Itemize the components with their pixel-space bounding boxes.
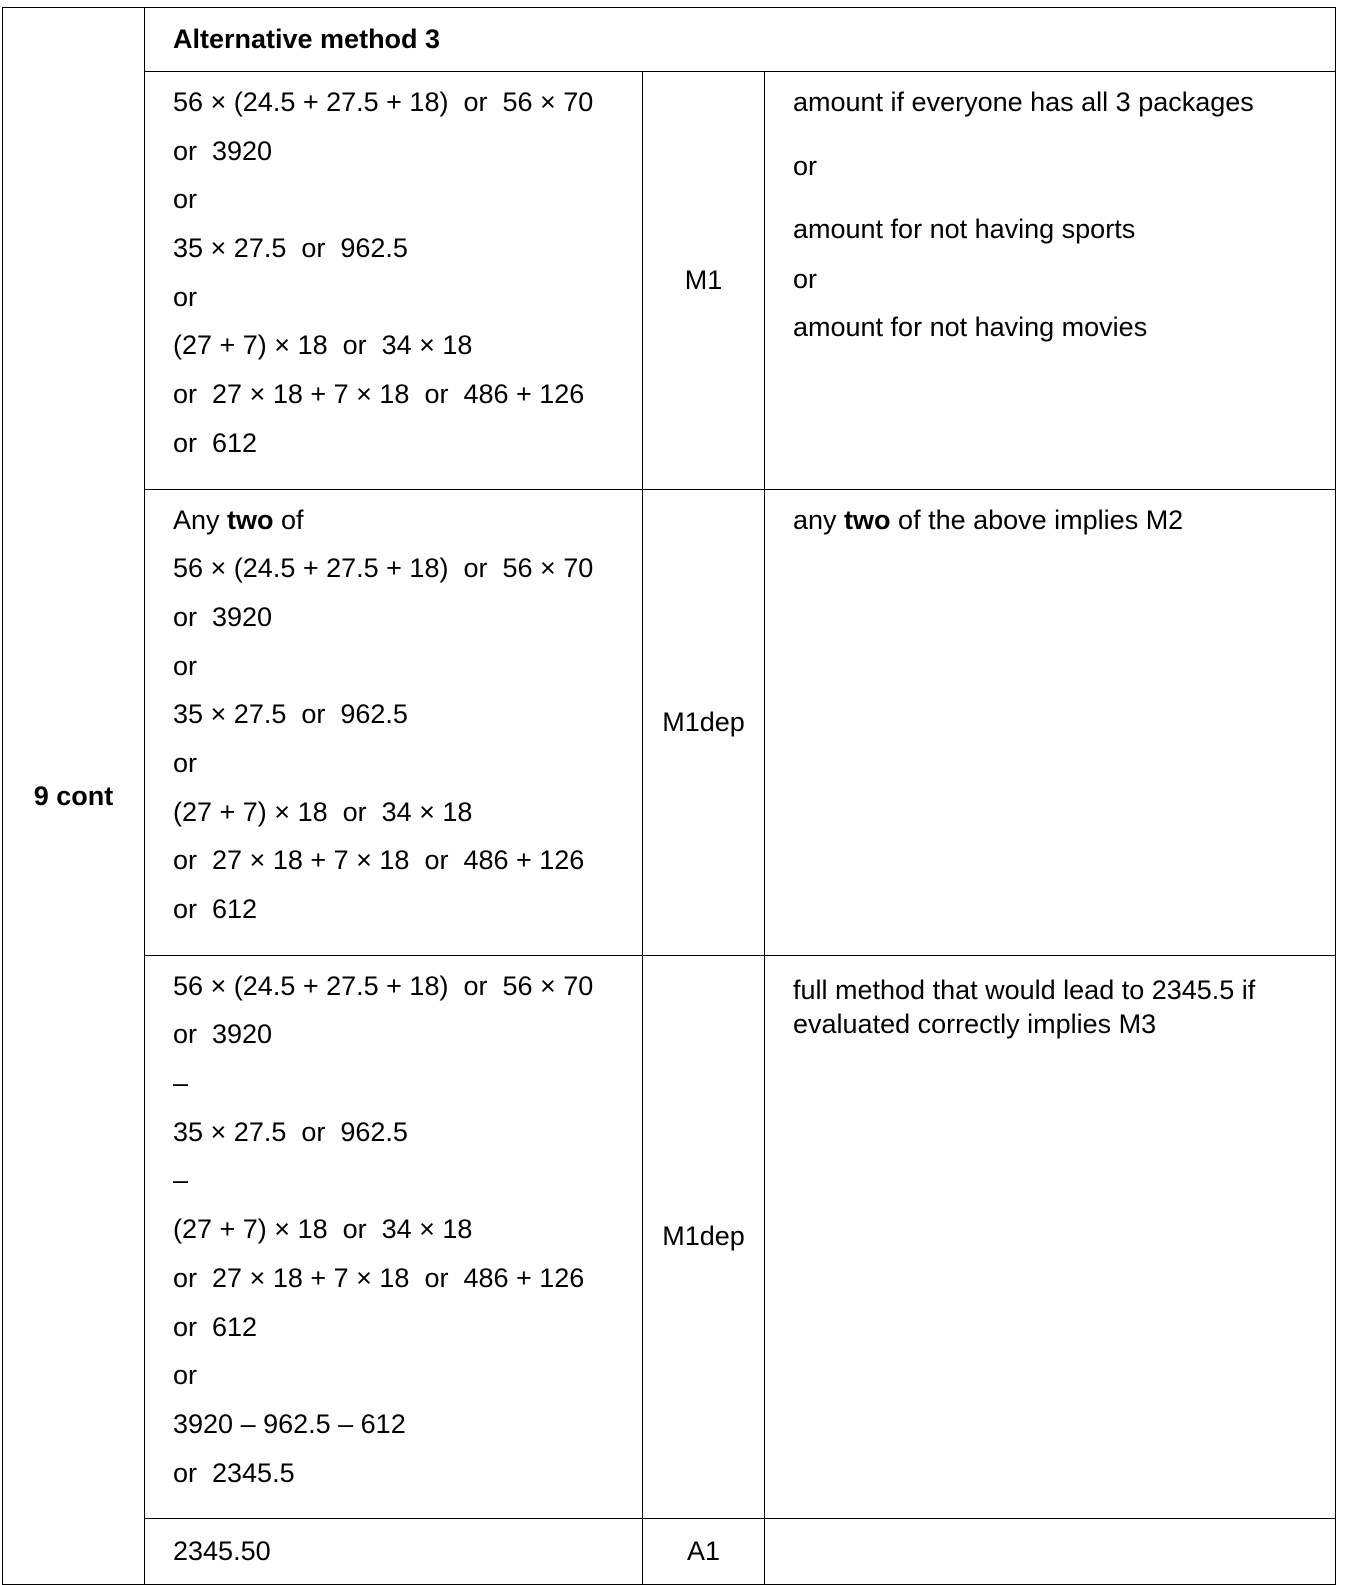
mark-row-1: [3, 72, 1336, 490]
method-title: Alternative method 3: [145, 8, 1336, 72]
working-cell-2: [145, 489, 643, 955]
working-cell-3: [145, 955, 643, 1519]
mark-code-2: M1dep: [643, 489, 765, 955]
comment-line: amount if everyone has all 3 packages: [793, 87, 1254, 117]
working-line: 56 × (24.5 + 27.5 + 18) or 56 × 70: [173, 553, 594, 584]
working-line: or: [173, 184, 198, 215]
working-line: 56 × (24.5 + 27.5 + 18) or 56 × 70: [173, 970, 594, 1001]
working-line: or 3920: [173, 135, 273, 166]
working-line: 3920 – 962.5 – 612: [173, 1408, 406, 1439]
mark-row-3: [3, 955, 1336, 1519]
emphasis-two: two: [844, 504, 891, 535]
working-line: or 27 × 18 + 7 × 18 or 486 + 126: [173, 845, 585, 876]
mark-code-1: M1: [643, 72, 765, 490]
working-line: –: [173, 1068, 189, 1099]
working-intro: Any two of: [173, 504, 304, 535]
comment-line: any two of the above implies M2: [793, 504, 1184, 535]
working-line: or 612: [173, 894, 258, 924]
working-cell-1: [145, 72, 643, 490]
working-line: or: [173, 281, 198, 312]
working-line: or 27 × 18 + 7 × 18 or 486 + 126: [173, 1262, 585, 1293]
mark-row-4: [3, 1519, 1336, 1585]
comment-line: amount for not having movies: [793, 312, 1148, 342]
working-line: or 2345.5: [173, 1457, 295, 1488]
working-line: (27 + 7) × 18 or 34 × 18: [173, 1214, 473, 1245]
working-line: or 3920: [173, 1019, 273, 1050]
mark-code-3: M1dep: [643, 955, 765, 1519]
comment-cell-3: [765, 955, 1336, 1519]
comment-line: or: [793, 264, 818, 294]
comment-cell-4: [765, 1519, 1336, 1585]
mark-row-2: [3, 489, 1336, 955]
working-line: or 27 × 18 + 7 × 18 or 486 + 126: [173, 379, 585, 410]
comment-line: full method that would lead to 2345.5 if evaluated correctly implies M3: [793, 974, 1256, 1039]
emphasis-two: two: [227, 504, 274, 535]
comment-cell-2: [765, 489, 1336, 955]
working-line: 35 × 27.5 or 962.5: [173, 699, 408, 730]
working-line: 56 × (24.5 + 27.5 + 18) or 56 × 70: [173, 87, 594, 117]
working-line: or: [173, 650, 198, 681]
comment-cell-1: [765, 72, 1336, 490]
mark-scheme-table: [2, 7, 1336, 1585]
question-number: 9 cont: [3, 8, 145, 1585]
comment-line: or: [793, 151, 818, 181]
working-line: –: [173, 1165, 189, 1196]
working-line: 35 × 27.5 or 962.5: [173, 1116, 408, 1147]
working-line: (27 + 7) × 18 or 34 × 18: [173, 330, 473, 361]
working-line: or: [173, 747, 198, 778]
working-line: 35 × 27.5 or 962.5: [173, 233, 408, 264]
working-line: (27 + 7) × 18 or 34 × 18: [173, 796, 473, 827]
working-cell-4: [145, 1519, 643, 1585]
comment-line: amount for not having sports: [793, 214, 1136, 244]
method-header-row: [3, 8, 1336, 72]
mark-code-4: A1: [643, 1519, 765, 1585]
working-line: or 612: [173, 427, 258, 458]
final-answer: 2345.50: [173, 1536, 271, 1567]
working-line: or 3920: [173, 601, 273, 632]
working-line: or 612: [173, 1311, 258, 1342]
working-line: or: [173, 1360, 198, 1391]
